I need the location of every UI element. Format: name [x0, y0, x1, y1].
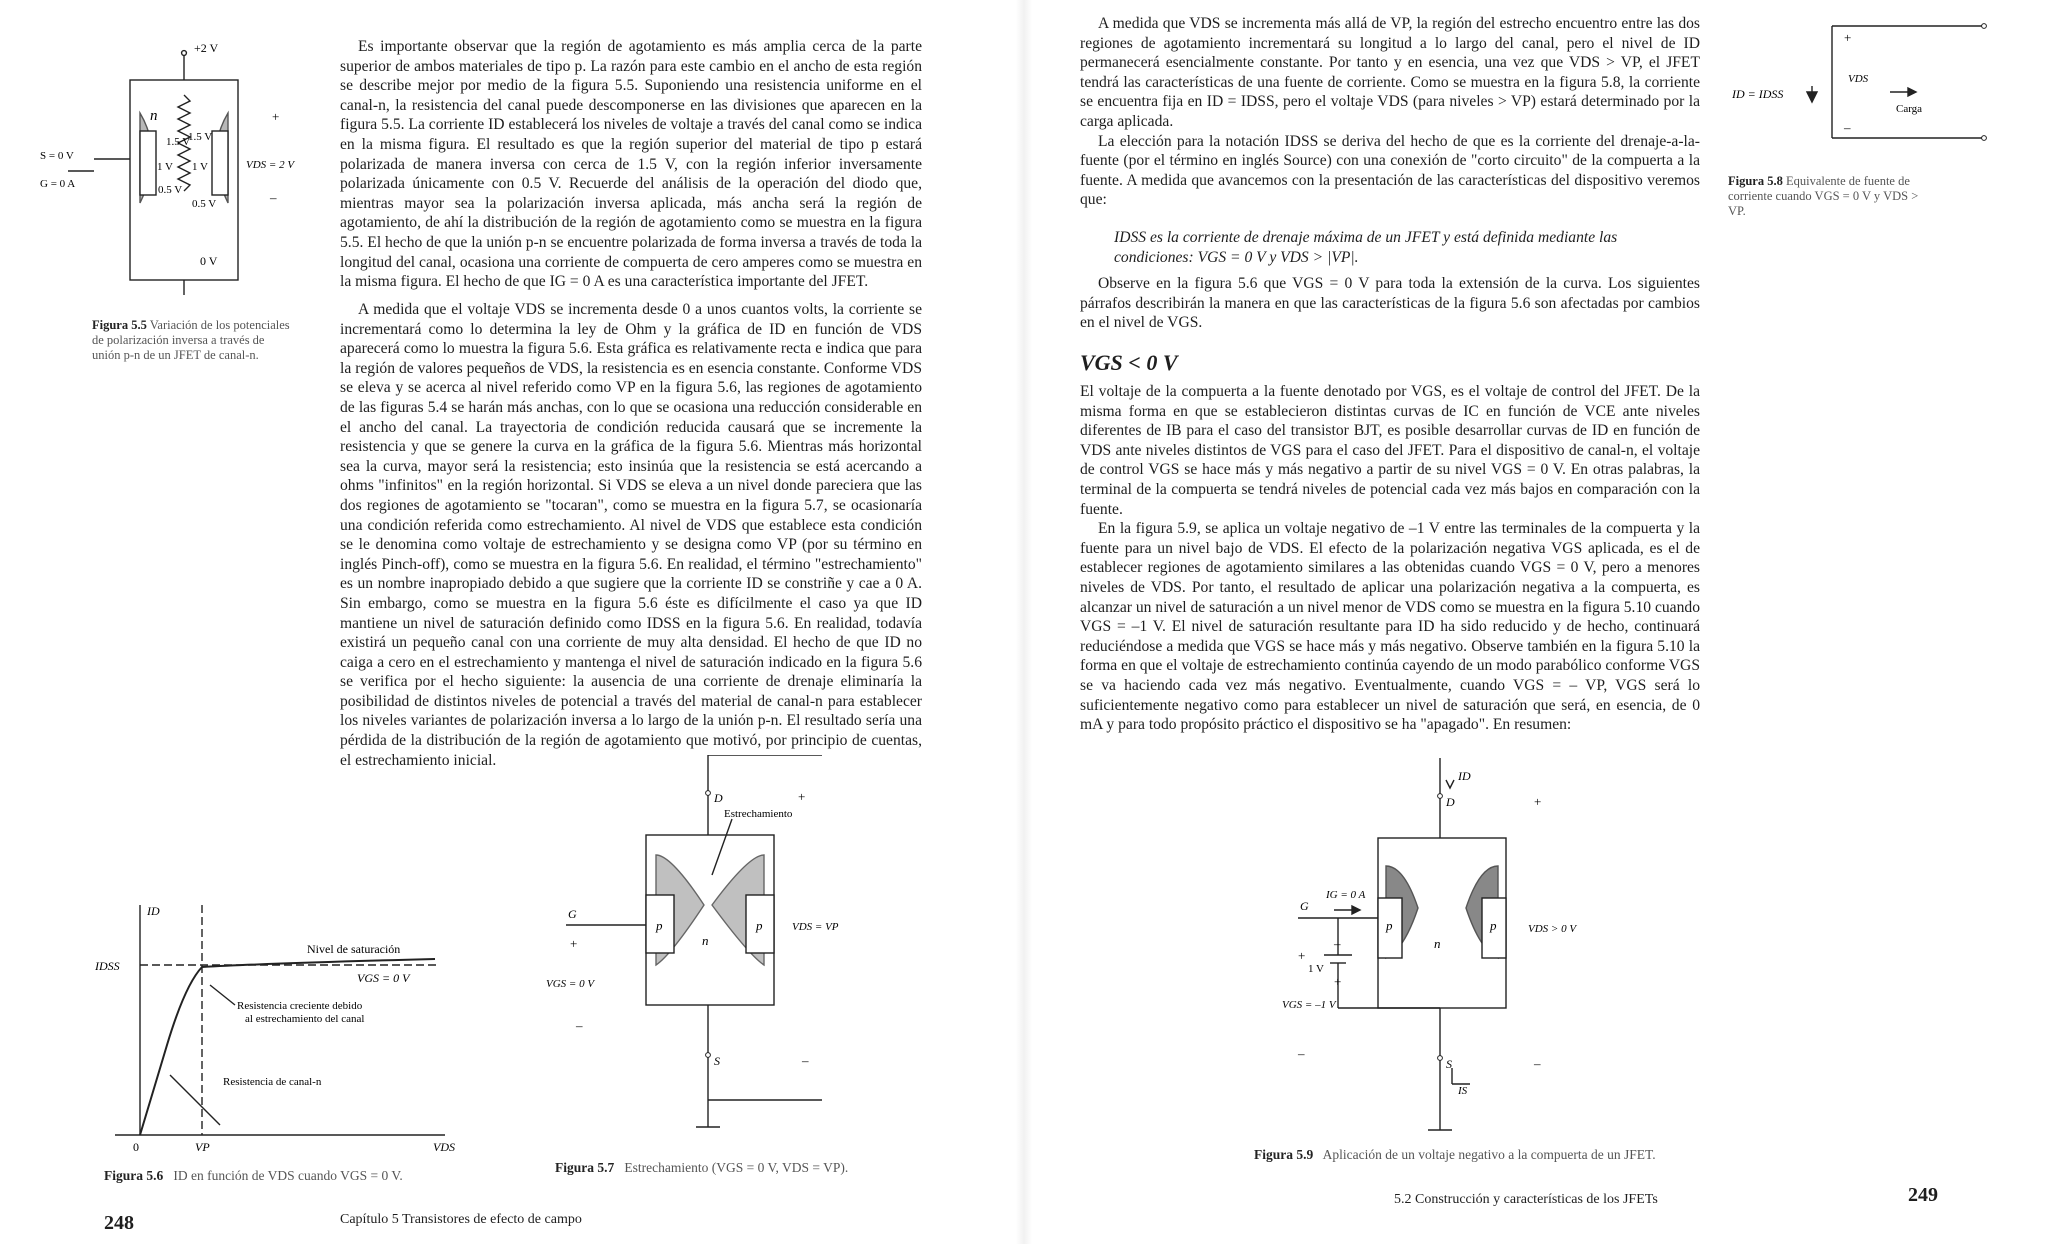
right-page-section-text: [1080, 382, 1700, 735]
left-page-body-paragraph-1: [340, 37, 922, 292]
fig58-carga: Carga: [1896, 103, 1923, 115]
fig59-gplus: +: [1298, 948, 1306, 963]
left-running-head: Capítulo 5 Transistores de efecto de campo: [340, 1212, 582, 1227]
figure-5-9: [1278, 758, 1618, 1138]
figure-5-8: [1732, 14, 2012, 144]
paragraph-1: Es importante observar que la región de agotamiento es más amplia cerca de la parte superior de ambos materiales de tipo p. La razón para este cambio en el ancho de esta región se describe mejor por medio de la figura 5.5. Suponiendo una resistencia uniforme en el canal-n, la resistencia del canal puede descomponerse en las divisiones que aparecen en la figura 5.5. La corriente ID establecerá los niveles de voltaje a través del canal como se indica en la misma figura. El resultado es que la región superior del material de tipo p estará polarizada de manera inversa con cerca de 1.5 V, con la región inferior inversamente polarizada únicamente con 0.5 V. Recuerde del análisis de la operación del diodo que, mientras mayor sea la polarización inversa aplicada, más ancha será la región de agotamiento, de ahí la distribución de la región de agotamiento como se muestra en la figura 5.5. El hecho de que la unión p-n se encuentre polarizada de forma inversa a través de toda la longitud del canal, ocasiona una corriente de compuerta de cero amperes como se muestra en la misma figura. El hecho de que IG = 0 A es una característica importante del JFET.: [340, 38, 922, 291]
figure-5-5-caption: [92, 318, 292, 363]
fig57-caption-label: Figura 5.7: [555, 1160, 615, 1175]
fig57-pinch: Estrechamiento: [724, 808, 793, 820]
fig59-id: ID: [1458, 769, 1471, 783]
figure-5-7: [546, 755, 846, 1135]
fig59-ig: IG = 0 A: [1326, 889, 1366, 901]
fig59-p2: p: [1490, 918, 1497, 933]
figure-5-7-caption: [555, 1160, 848, 1176]
paragraph-r2: La elección para la notación IDSS se deriva del hecho de que es la corriente del drenaje-a-la-fuente (por el término en inglés Source) con una conexión de "corto circuito" de la compuerta a la fuente. A medida que avancemos con la presentación de las características del dispositivo veremos que:: [1080, 132, 1700, 209]
fig59-g: G: [1300, 899, 1309, 913]
fig57-minus: –: [802, 1053, 809, 1068]
fig56-vp: VP: [195, 1140, 210, 1154]
fig58-caption-text: Equivalente de fuente de corriente cuando VGS = 0 V y VDS > VP.: [1728, 174, 1919, 218]
fig55-v1a: 1 V: [157, 161, 173, 173]
fig58-minus: –: [1844, 120, 1851, 135]
idss-definition: IDSS es la corriente de drenaje máxima de un JFET y está definida mediante las condiciones: VGS = 0 V y VDS > |VP|.: [1114, 229, 1618, 266]
fig55-plus: +: [272, 109, 280, 124]
fig57-d: D: [714, 791, 723, 805]
fig57-s: S: [714, 1054, 720, 1068]
fig56-caption-text: ID en función de VDS cuando VGS = 0 V.: [173, 1168, 403, 1183]
right-page-number: 249: [1908, 1184, 1938, 1206]
fig57-p1: p: [656, 918, 663, 933]
fig59-p1: p: [1386, 918, 1393, 933]
fig56-zero: 0: [133, 1140, 139, 1154]
fig59-plus: +: [1534, 794, 1542, 809]
fig56-caption-label: Figura 5.6: [104, 1168, 164, 1183]
fig59-caption-label: Figura 5.9: [1254, 1147, 1314, 1162]
fig59-vds: VDS > 0 V: [1528, 923, 1577, 935]
fig59-is: IS: [1458, 1085, 1468, 1097]
fig55-top-label: +2 V: [194, 41, 219, 55]
fig59-bminus: –: [1334, 936, 1341, 951]
fig57-caption-text: Estrechamiento (VGS = 0 V, VDS = VP).: [624, 1160, 849, 1175]
fig55-caption-label: Figura 5.5: [92, 318, 147, 332]
right-page: [1024, 0, 2048, 1244]
fig57-vgs: VGS = 0 V: [546, 978, 595, 990]
figure-5-9-caption: [1254, 1147, 1656, 1163]
fig55-v05a: 0.5 V: [158, 184, 183, 196]
fig58-vds: VDS: [1848, 73, 1869, 85]
fig56-res-ch: Resistencia de canal-n: [223, 1076, 322, 1088]
fig59-bplus: +: [1334, 974, 1342, 989]
fig56-res-inc-1: Resistencia creciente debido: [237, 1000, 363, 1012]
left-page-number: 248: [104, 1212, 134, 1234]
fig56-id: ID: [147, 904, 160, 918]
fig59-v1: 1 V: [1308, 963, 1324, 975]
fig57-p2: p: [756, 918, 763, 933]
fig55-ig: G = 0 A: [40, 178, 76, 190]
fig58-caption-label: Figura 5.8: [1728, 174, 1783, 188]
paragraph-r1: A medida que VDS se incrementa más allá de VP, la región del estrecho encuentro entre las dos regiones de agotamiento incrementará su longitud a lo largo del canal, pero el nivel de ID permanecerá esencialmente constante. Por tanto y en esencia, una vez que VDS > VP, el JFET tendrá las características de una fuente de corriente. Como se muestra en la figura 5.8, la corriente se encuentra fija en ID = IDSS, pero el voltaje VDS (para niveles > VP) estará determinado por la carga aplicada.: [1080, 15, 1700, 130]
right-running-head: 5.2 Construcción y características de los JFETs: [1394, 1192, 1658, 1207]
paragraph-2: A medida que el voltaje VDS se incrementa desde 0 a unos cuantos volts, la corriente se incrementará como lo determina la ley de Ohm y la gráfica de ID en función de VDS aparecerá como lo muestra la figura 5.6. Esta gráfica es relativamente recta e indica que para la región de valores pequeños de VDS, la resistencia es en esencia constante. Conforme VDS se eleva y se acerca al nivel referido como VP en la figura 5.6, las regiones de agotamiento de las figuras 5.4 se harán más anchas, con lo que se ocasiona una reducción considerable en el ancho del canal. La trayectoria de condición reducida causará que se incremente la resistencia y que se genere la curva en la gráfica de la figura 5.6. Mientras más horizontal sea la curva, mayor será la resistencia; esto insinúa que la resistencia se está acercando a ohms "infinitos" en la región horizontal. Si VDS se eleva a un nivel donde pareciera que las dos regiones de agotamiento se "tocaran", como se muestra en la figura 5.7, se ocasionaría una condición referida como estrechamiento. Al nivel de VDS que establece esta condición se le denomina como voltaje de estrechamiento y se designa como VP (por su término en inglés Pinch-off), como se muestra en la figura 5.6. En realidad, el término "estrechamiento" es un nombre inapropiado debido a que sugiere que la corriente ID se constriñe y cae a 0 A. Sin embargo, como se muestra en la figura 5.6 éste es difícilmente el caso ya que ID mantiene un nivel de saturación definido como IDSS en la figura 5.6. En realidad, todavía existirá un pequeño canal con una corriente de muy alta densidad. El hecho de que ID no caiga a cero en el estrechamiento y mantenga el nivel de saturación indicado en la figura 5.6 se verifica por el hecho siguiente: la ausencia de una corriente de drenaje eliminaría la posibilidad de distintos niveles de potencial a través del material de canal-n para establecer los niveles variantes de polarización inversa a lo largo de la unión p-n. El resultado sería una pérdida de la distribución de la región de agotamiento que motivó, por principio de cuentas, el estrechamiento inicial.: [340, 301, 922, 769]
fig56-res-inc-2: al estrechamiento del canal: [245, 1013, 365, 1025]
fig59-n: n: [1434, 936, 1441, 951]
fig58-plus: +: [1844, 30, 1852, 45]
figure-5-8-caption: [1728, 174, 1938, 219]
right-page-intro-text: [1080, 14, 1700, 210]
fig59-vgs: VGS = –1 V: [1282, 999, 1336, 1011]
fig56-vds: VDS: [433, 1140, 455, 1154]
fig55-v15b: 1.5 V: [188, 131, 213, 143]
fig55-vds: VDS = 2 V: [246, 159, 295, 171]
fig59-minus: –: [1534, 1056, 1541, 1071]
fig55-v05b: 0.5 V: [192, 198, 217, 210]
figure-5-5: [40, 35, 320, 295]
fig56-idss: IDSS: [95, 959, 120, 973]
section-heading-vgs: VGS < 0 V: [1080, 350, 1178, 375]
paragraph-r3: Observe en la figura 5.6 que VGS = 0 V para toda la extensión de la curva. Los siguientes párrafos describirán la manera en que las características de la figura 5.6 son afectadas por cambios en el nivel de VGS.: [1080, 275, 1700, 332]
fig57-g: G: [568, 907, 577, 921]
fig55-v1b: 1 V: [192, 161, 208, 173]
fig55-vgs: S = 0 V: [40, 150, 74, 162]
fig58-id: ID = IDSS: [1732, 87, 1784, 101]
fig57-gminus: –: [576, 1018, 583, 1033]
fig57-plus: +: [798, 789, 806, 804]
fig57-gplus: +: [570, 936, 578, 951]
fig56-sat: Nivel de saturación: [307, 942, 401, 956]
figure-5-6: [95, 895, 455, 1155]
fig55-v15: 1.5 V: [166, 136, 191, 148]
fig55-n-label: n: [150, 108, 158, 124]
fig59-caption-text: Aplicación de un voltaje negativo a la compuerta de un JFET.: [1322, 1147, 1656, 1162]
fig59-s: S: [1446, 1057, 1452, 1071]
left-page-body-paragraph-2: [340, 300, 922, 770]
fig55-caption-text: Variación de los potenciales de polarización inversa a través de unión p-n de un JFET de canal-n.: [92, 318, 290, 362]
fig57-vds: VDS = VP: [792, 921, 839, 933]
fig55-gnd: 0 V: [200, 254, 218, 268]
fig59-d: D: [1446, 795, 1455, 809]
paragraph-r4: El voltaje de la compuerta a la fuente denotado por VGS, es el voltaje de control del JFET. De la misma forma en que se establecieron distintas curvas de IC en función de VCE ante niveles diferentes de IB para el caso del transistor BJT, es posible desarrollar curvas de ID en función de VDS ante niveles distintos de VGS para el caso del JFET. Para el dispositivo de canal-n, el voltaje de control VGS se hace más y más negativo a partir de su nivel VGS = 0 V. En otras palabras, la terminal de la compuerta se tendrá niveles de potencial cada vez más bajos en comparación con la fuente.: [1080, 383, 1700, 518]
figure-5-6-caption: [104, 1168, 403, 1184]
right-page-para3: [1080, 274, 1700, 333]
fig57-n: n: [702, 933, 709, 948]
fig55-minus: –: [270, 190, 277, 205]
fig59-gminus: –: [1298, 1046, 1305, 1061]
fig56-vgs0: VGS = 0 V: [357, 971, 410, 985]
paragraph-r5: En la figura 5.9, se aplica un voltaje negativo de –1 V entre las terminales de la compuerta y la fuente para un nivel bajo de VDS. El efecto de la polarización negativa VGS aplicada, es el de establecer regiones de agotamiento similares a las obtenidas cuando VGS = 0 V, pero a menores niveles de VDS. Por tanto, el resultado de aplicar una polarización negativa a la compuerta, es alcanzar un nivel de saturación a un nivel menor de VDS como se muestra en la figura 5.10 cuando VGS = –1 V. El nivel de saturación resultante para ID ha sido reducido y de hecho, continuará reduciéndose a medida que VGS se hace más y más negativo. Observe también en la figura 5.10 la forma en que el voltaje de estrechamiento continúa cayendo de un modo parabólico conforme VGS se va haciendo cada vez más negativo. Eventualmente, cuando VGS = – VP, VGS será lo suficientemente negativo como para establecer un nivel de saturación que será, en esencia, de 0 mA y para todo propósito práctico el dispositivo se ha "apagado". En resumen:: [1080, 520, 1700, 734]
